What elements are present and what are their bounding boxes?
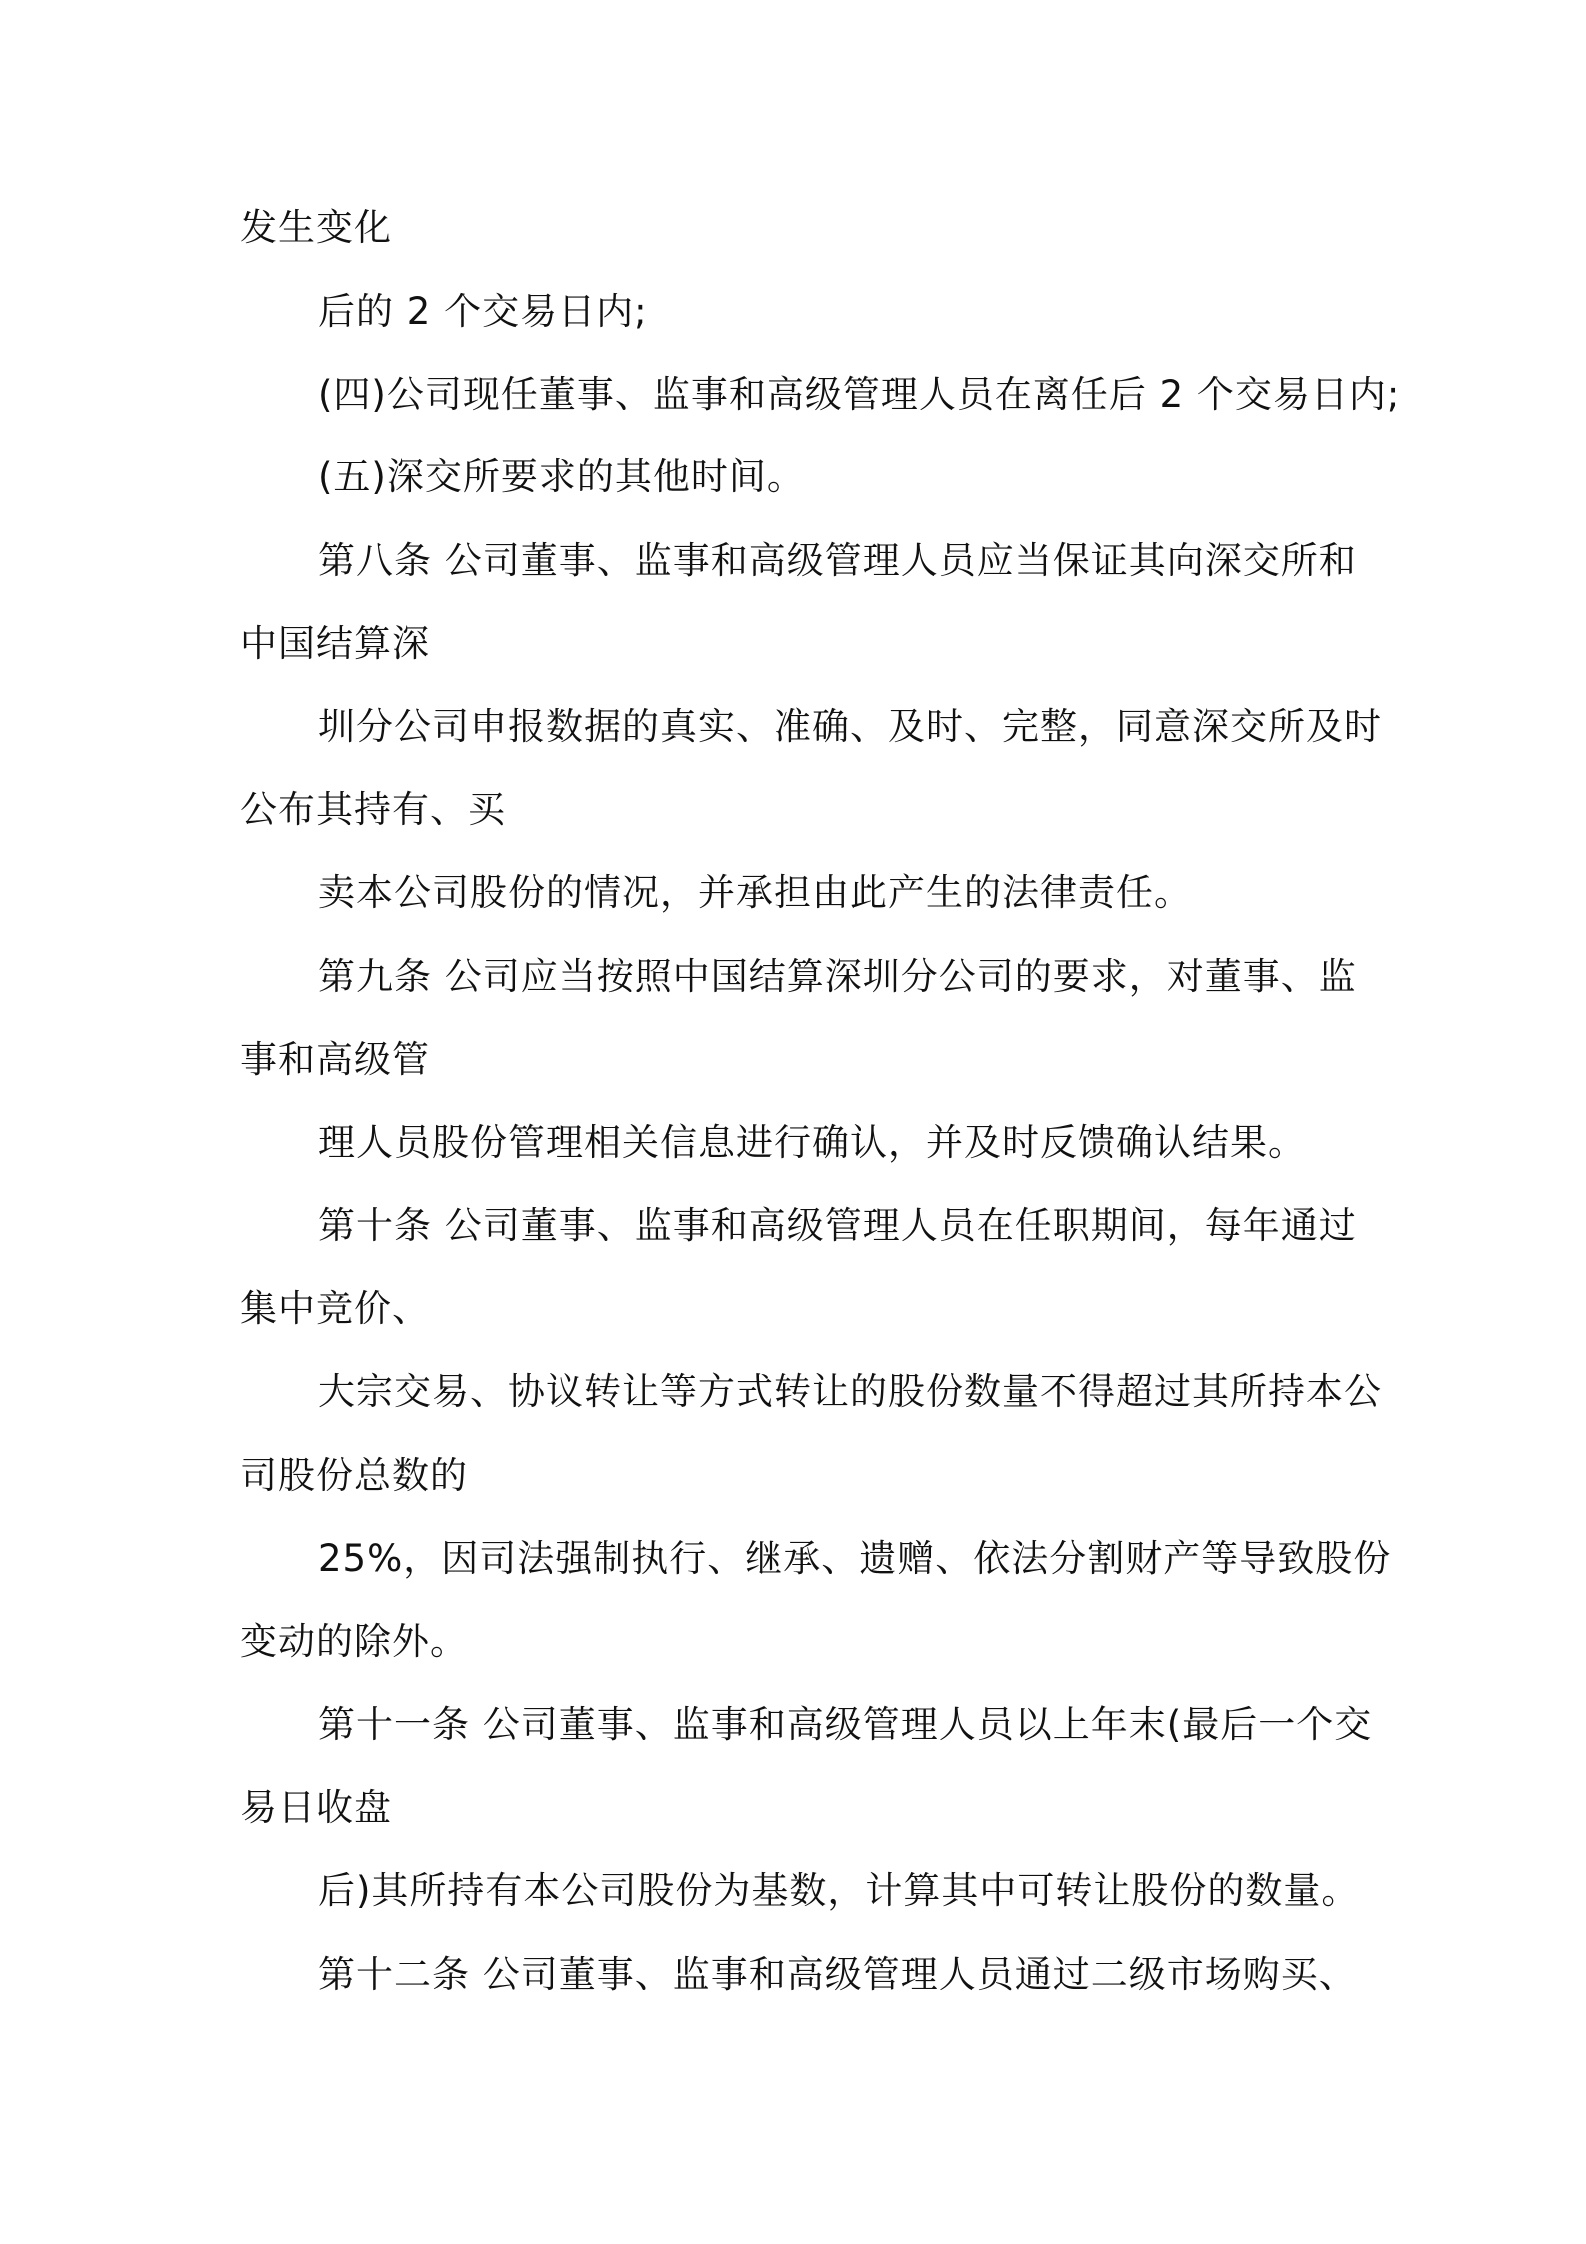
text-line: 集中竞价、: [240, 1287, 430, 1330]
text-line: (四)公司现任董事、监事和高级管理人员在离任后 2 个交易日内;: [318, 373, 1401, 416]
text-line: 第九条 公司应当按照中国结算深圳分公司的要求，对董事、监: [318, 955, 1357, 998]
text-line: 第八条 公司董事、监事和高级管理人员应当保证其向深交所和: [318, 539, 1357, 582]
text-line: 理人员股份管理相关信息进行确认，并及时反馈确认结果。: [318, 1121, 1306, 1164]
text-line: 25%，因司法强制执行、继承、遗赠、依法分割财产等导致股份: [318, 1537, 1392, 1580]
text-line: 大宗交易、协议转让等方式转让的股份数量不得超过其所持本公: [318, 1370, 1382, 1413]
text-line: 司股份总数的: [240, 1454, 468, 1497]
text-line: 第十二条 公司董事、监事和高级管理人员通过二级市场购买、: [318, 1953, 1357, 1996]
text-line: 事和高级管: [240, 1038, 430, 1081]
text-line: 第十条 公司董事、监事和高级管理人员在任职期间，每年通过: [318, 1204, 1357, 1247]
text-line: 第十一条 公司董事、监事和高级管理人员以上年末(最后一个交: [318, 1703, 1373, 1746]
text-line: 后)其所持有本公司股份为基数，计算其中可转让股份的数量。: [318, 1869, 1360, 1912]
text-line: 发生变化: [240, 206, 392, 249]
text-line: 卖本公司股份的情况，并承担由此产生的法律责任。: [318, 871, 1192, 914]
text-line: 圳分公司申报数据的真实、准确、及时、完整，同意深交所及时: [318, 705, 1382, 748]
text-line: 易日收盘: [240, 1786, 392, 1829]
text-line: 后的 2 个交易日内;: [318, 290, 648, 333]
text-line: 变动的除外。: [240, 1620, 468, 1663]
text-line: (五)深交所要求的其他时间。: [318, 455, 805, 498]
text-line: 公布其持有、买: [240, 788, 506, 831]
text-line: 中国结算深: [240, 622, 430, 665]
